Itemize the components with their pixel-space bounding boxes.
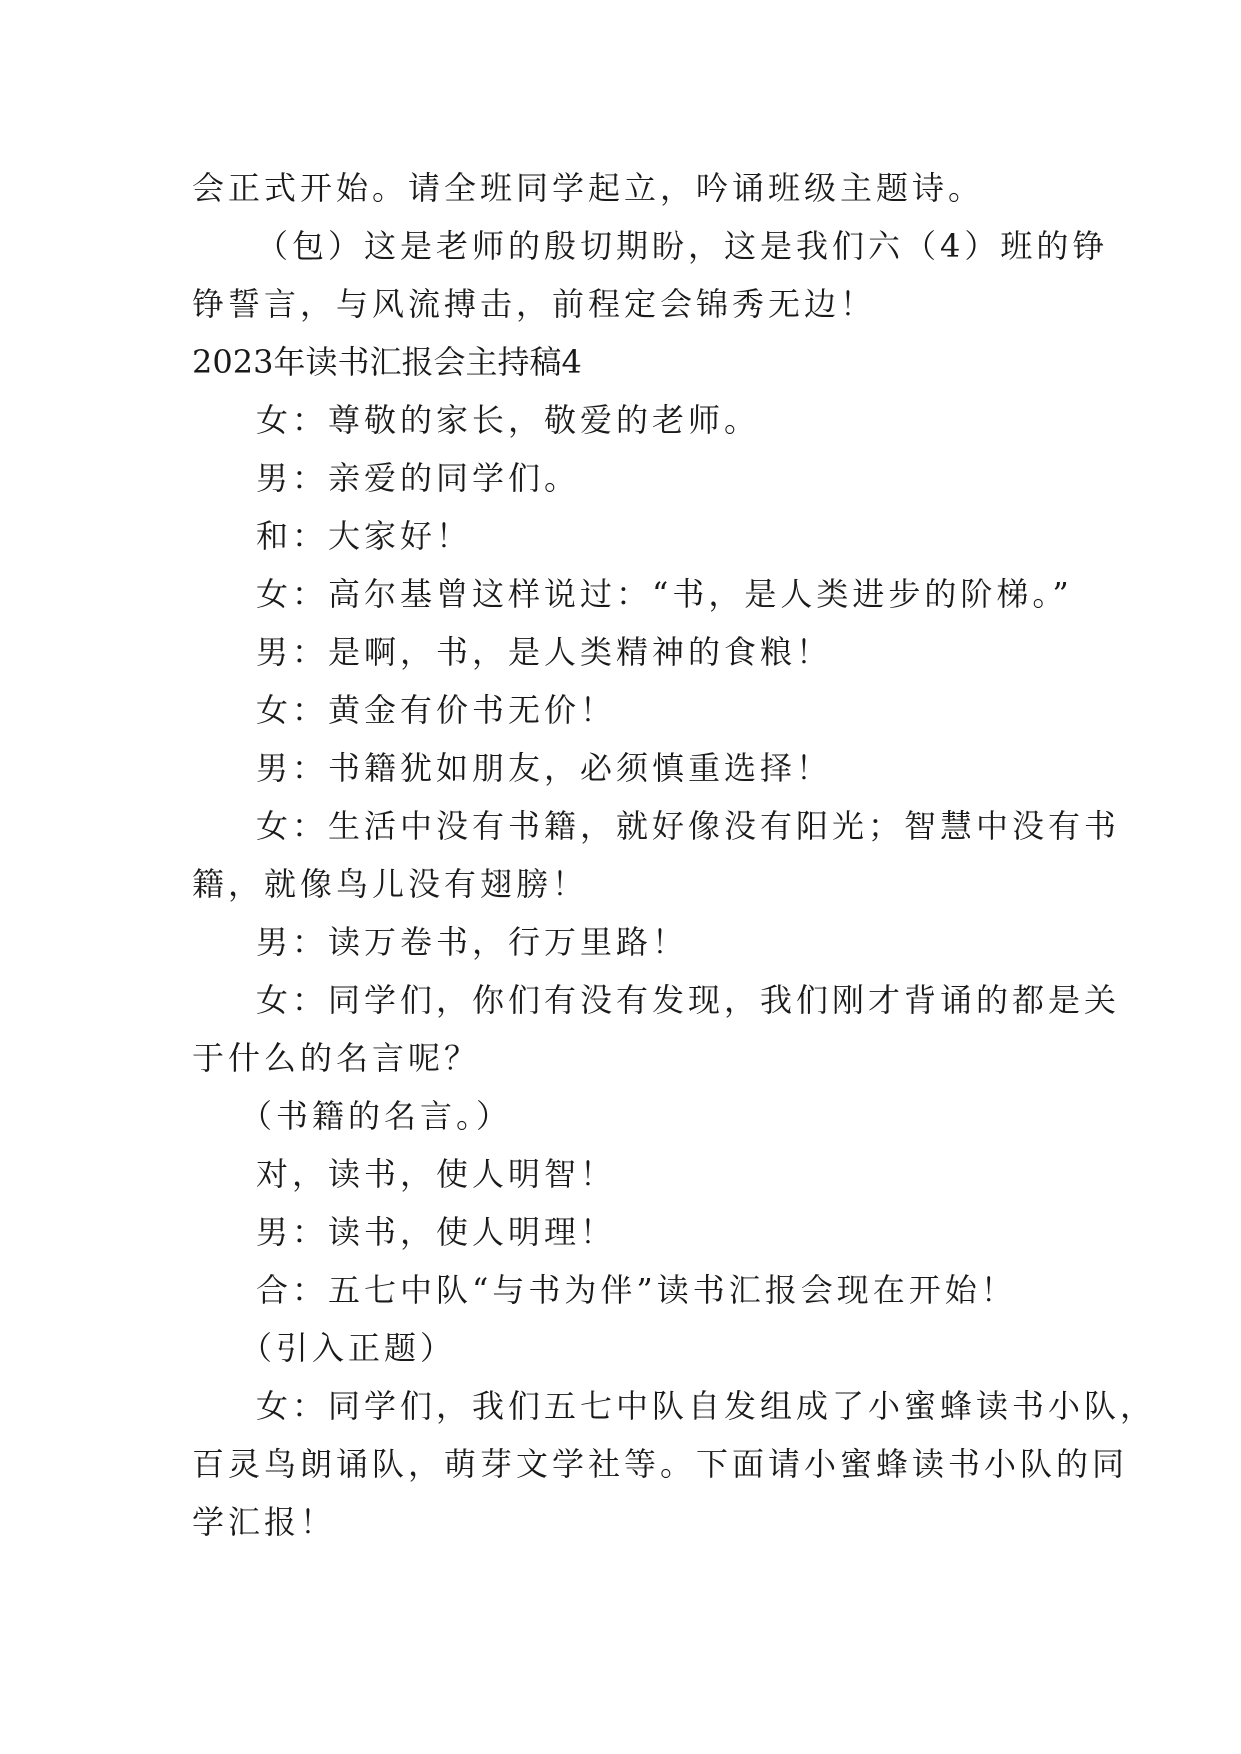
text-line: 百灵鸟朗诵队，萌芽文学社等。下面请小蜜蜂读书小队的同 xyxy=(192,1445,1129,1483)
section-heading: 2023年读书汇报会主持稿4 xyxy=(192,343,582,381)
text-line: 女：同学们，我们五七中队自发组成了小蜜蜂读书小队， xyxy=(256,1387,1157,1425)
text-line: 男：书籍犹如朋友，必须慎重选择！ xyxy=(256,749,833,787)
text-line: 男：读书，使人明理！ xyxy=(256,1213,617,1251)
text-line: 铮誓言，与风流搏击，前程定会锦秀无边！ xyxy=(192,285,877,323)
text-line: 女：黄金有价书无价！ xyxy=(256,691,617,729)
text-line: 合：五七中队“与书为伴”读书汇报会现在开始！ xyxy=(256,1271,1017,1309)
text-line: 男：是啊，书，是人类精神的食粮！ xyxy=(256,633,833,671)
text-line: 男：读万卷书，行万里路！ xyxy=(256,923,689,961)
text-line: 籍，就像鸟儿没有翅膀！ xyxy=(192,865,589,903)
text-line: 对，读书，使人明智！ xyxy=(256,1155,617,1193)
text-line: 学汇报！ xyxy=(192,1503,337,1541)
text-line: 男：亲爱的同学们。 xyxy=(256,459,581,497)
text-line: 和：大家好！ xyxy=(256,517,473,555)
text-line: 女：生活中没有书籍，就好像没有阳光；智慧中没有书 xyxy=(256,807,1121,845)
text-line: （包）这是老师的殷切期盼，这是我们六（4）班的铮 xyxy=(256,227,1109,265)
text-line: （引入正题） xyxy=(240,1329,457,1367)
text-line: （书籍的名言。） xyxy=(240,1097,513,1135)
text-line: 于什么的名言呢？ xyxy=(192,1039,481,1077)
text-line: 女：同学们，你们有没有发现，我们刚才背诵的都是关 xyxy=(256,981,1121,1019)
text-line: 会正式开始。请全班同学起立，吟诵班级主题诗。 xyxy=(192,169,985,207)
text-line: 女：尊敬的家长，敬爱的老师。 xyxy=(256,401,761,439)
text-line: 女：高尔基曾这样说过：“书，是人类进步的阶梯。” xyxy=(256,575,1073,613)
